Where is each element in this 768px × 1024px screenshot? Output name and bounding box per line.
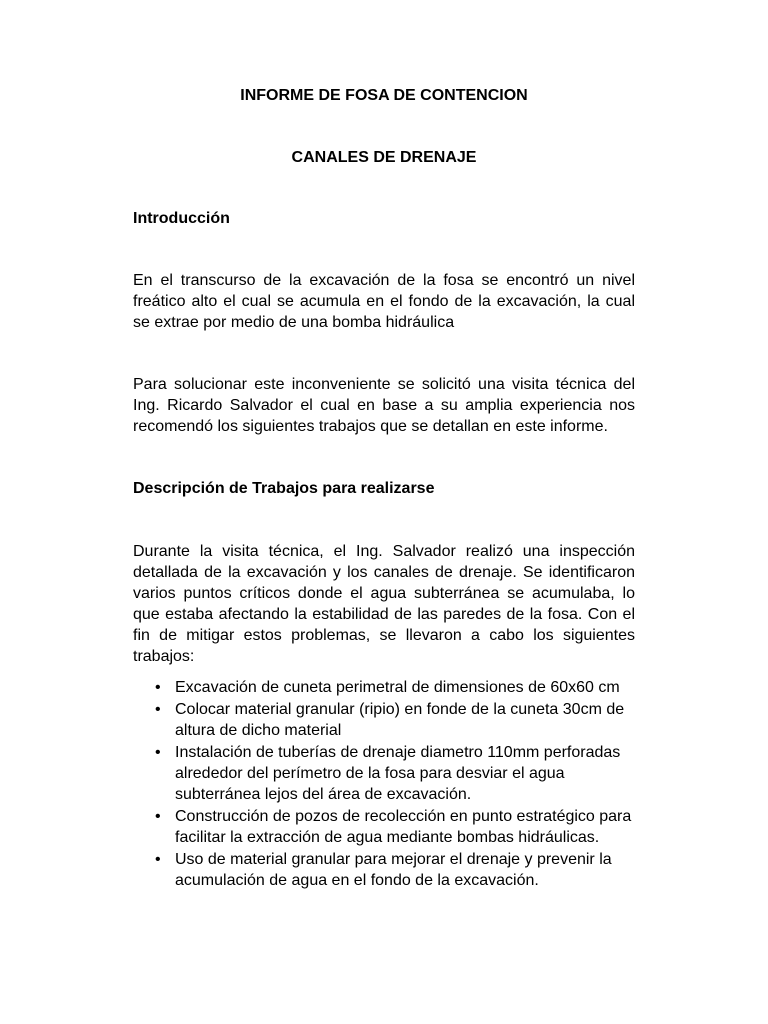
document-title: INFORME DE FOSA DE CONTENCION [240, 87, 528, 104]
document-subtitle: CANALES DE DRENAJE [291, 149, 477, 166]
list-item-text: Excavación de cuneta perimetral de dimensiones de 60x60 cm [175, 679, 620, 696]
list-item-text: Construcción de pozos de recolección en punto estratégico para facilitar la extracción de agua mediante bombas hidráulicas. [175, 808, 632, 846]
intro-paragraph-1: En el transcurso de la excavación de la fosa se encontró un nivel freático alto el cual se acumula en el fondo de la excavación, la cual se extrae por medio de una bomba hidráulica [133, 272, 635, 331]
list-item [133, 806, 635, 848]
bullet-icon: • [155, 808, 161, 825]
list-item [133, 699, 635, 741]
bullet-icon: • [155, 701, 161, 718]
list-item-text: Uso de material granular para mejorar el drenaje y prevenir la acumulación de agua en el fondo de la excavación. [175, 851, 612, 889]
bullet-icon: • [155, 744, 161, 761]
list-item [133, 849, 635, 891]
intro-paragraph-2: Para solucionar este inconveniente se solicitó una visita técnica del Ing. Ricardo Salvador el cual en base a su amplia experiencia nos recomendó los siguientes trabajos que se detallan en este informe. [133, 376, 635, 435]
bullet-icon: • [155, 851, 161, 868]
list-item-text: Colocar material granular (ripio) en fonde de la cuneta 30cm de altura de dicho material [175, 701, 625, 739]
work-items-list [133, 677, 635, 892]
description-paragraph: Durante la visita técnica, el Ing. Salvador realizó una inspección detallada de la excavación y los canales de drenaje. Se identificaron varios puntos críticos donde el agua subterránea se acumulaba, lo que estaba afectando la estabilidad de las paredes de la fosa. Con el fin de mitigar estos problemas, se llevaron a cabo los siguientes trabajos: [133, 543, 635, 665]
bullet-icon: • [155, 679, 161, 696]
description-heading: Descripción de Trabajos para realizarse [133, 480, 435, 497]
list-item-text: Instalación de tuberías de drenaje diametro 110mm perforadas alrededor del perímetro de la fosa para desviar el agua subterránea lejos del área de excavación. [175, 744, 621, 803]
list-item [133, 677, 635, 698]
intro-heading: Introducción [133, 210, 230, 227]
list-item [133, 742, 635, 805]
